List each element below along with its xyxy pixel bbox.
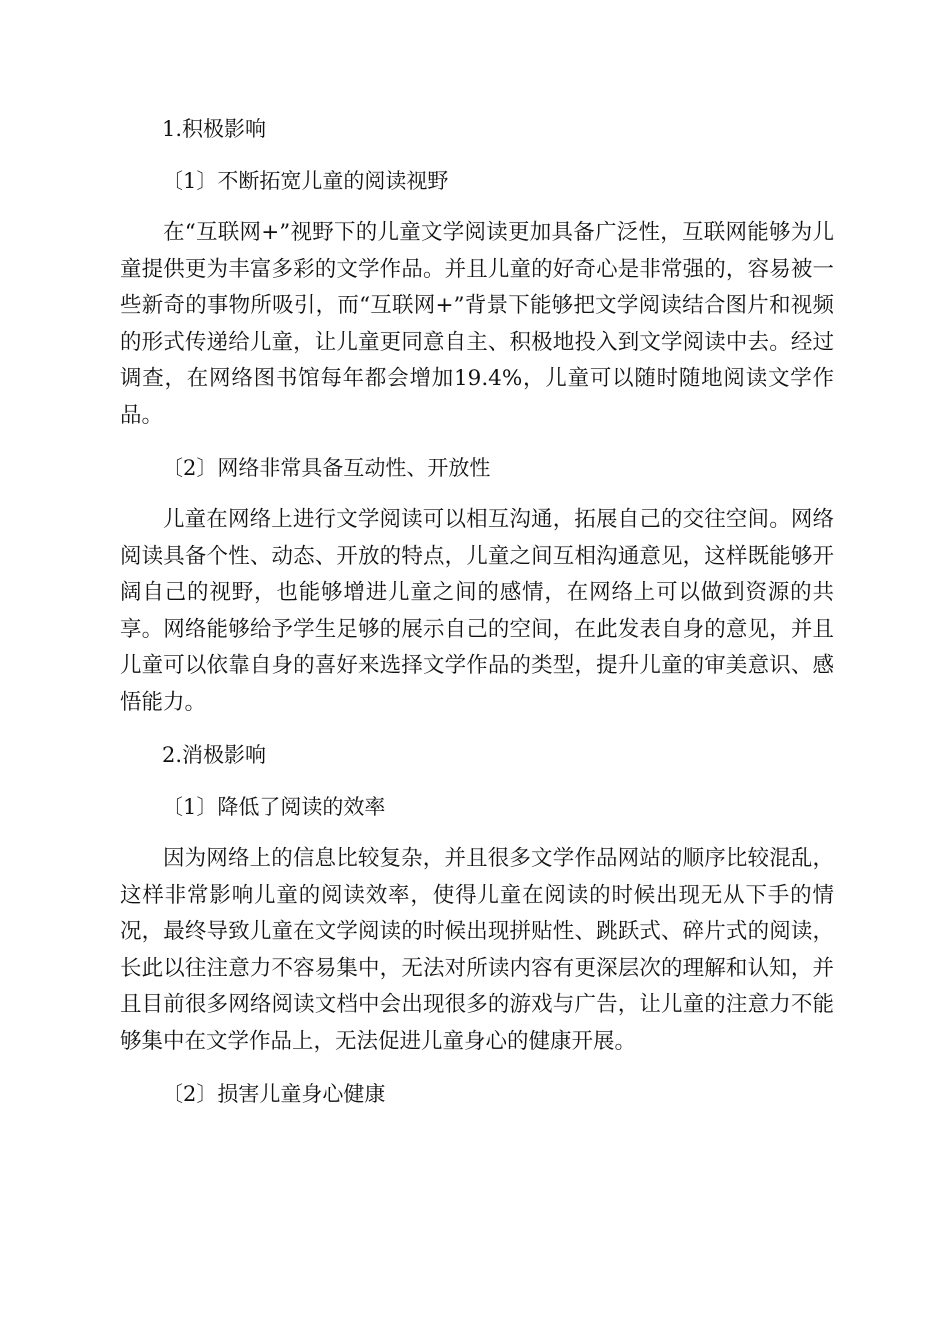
paragraph-reduced-efficiency: 因为网络上的信息比较复杂，并且很多文学作品网站的顺序比较混乱，这样非常影响儿童的阅读效率，使得儿童在阅读的时候出现无从下手的情况，最终导致儿童在文学阅读的时候出现拼贴性、跳跃式、碎片式的阅读，长此以往注意力不容易集中，无法对所读内容有更深层次的理解和认知，并且目前很多网络阅读文档中会出现很多的游戏与广告，让儿童的注意力不能够集中在文学作品上，无法促进儿童身心的健康开展。 <box>120 846 834 1054</box>
section-heading-negative-impact: 2.消极影响 <box>162 743 267 767</box>
subsection-heading-health-harm: 〔2〕损害儿童身心健康 <box>162 1082 386 1106</box>
subsection-heading-interactive-open: 〔2〕网络非常具备互动性、开放性 <box>162 456 491 480</box>
subsection-heading-reduced-efficiency: 〔1〕降低了阅读的效率 <box>162 795 386 819</box>
subsection-heading-broaden-vision: 〔1〕不断拓宽儿童的阅读视野 <box>162 169 449 193</box>
paragraph-broaden-vision: 在“互联网+”视野下的儿童文学阅读更加具备广泛性，互联网能够为儿童提供更为丰富多彩的文学作品。并且儿童的好奇心是非常强的，容易被一些新奇的事物所吸引，而“互联网+”背景下能够把文学阅读结合图片和视频的形式传递给儿童，让儿童更同意自主、积极地投入到文学阅读中去。经过调查，在网络图书馆每年都会增加19.4%，儿童可以随时随地阅读文学作品。 <box>120 220 834 428</box>
paragraph-interactive-open: 儿童在网络上进行文学阅读可以相互沟通，拓展自己的交往空间。网络阅读具备个性、动态、开放的特点，儿童之间互相沟通意见，这样既能够开阔自己的视野，也能够增进儿童之间的感情，在网络上可以做到资源的共享。网络能够给予学生足够的展示自己的空间，在此发表自身的意见，并且儿童可以依靠自身的喜好来选择文学作品的类型，提升儿童的审美意识、感悟能力。 <box>120 507 834 715</box>
section-heading-positive-impact: 1.积极影响 <box>162 117 267 141</box>
document-content <box>120 111 834 1112</box>
